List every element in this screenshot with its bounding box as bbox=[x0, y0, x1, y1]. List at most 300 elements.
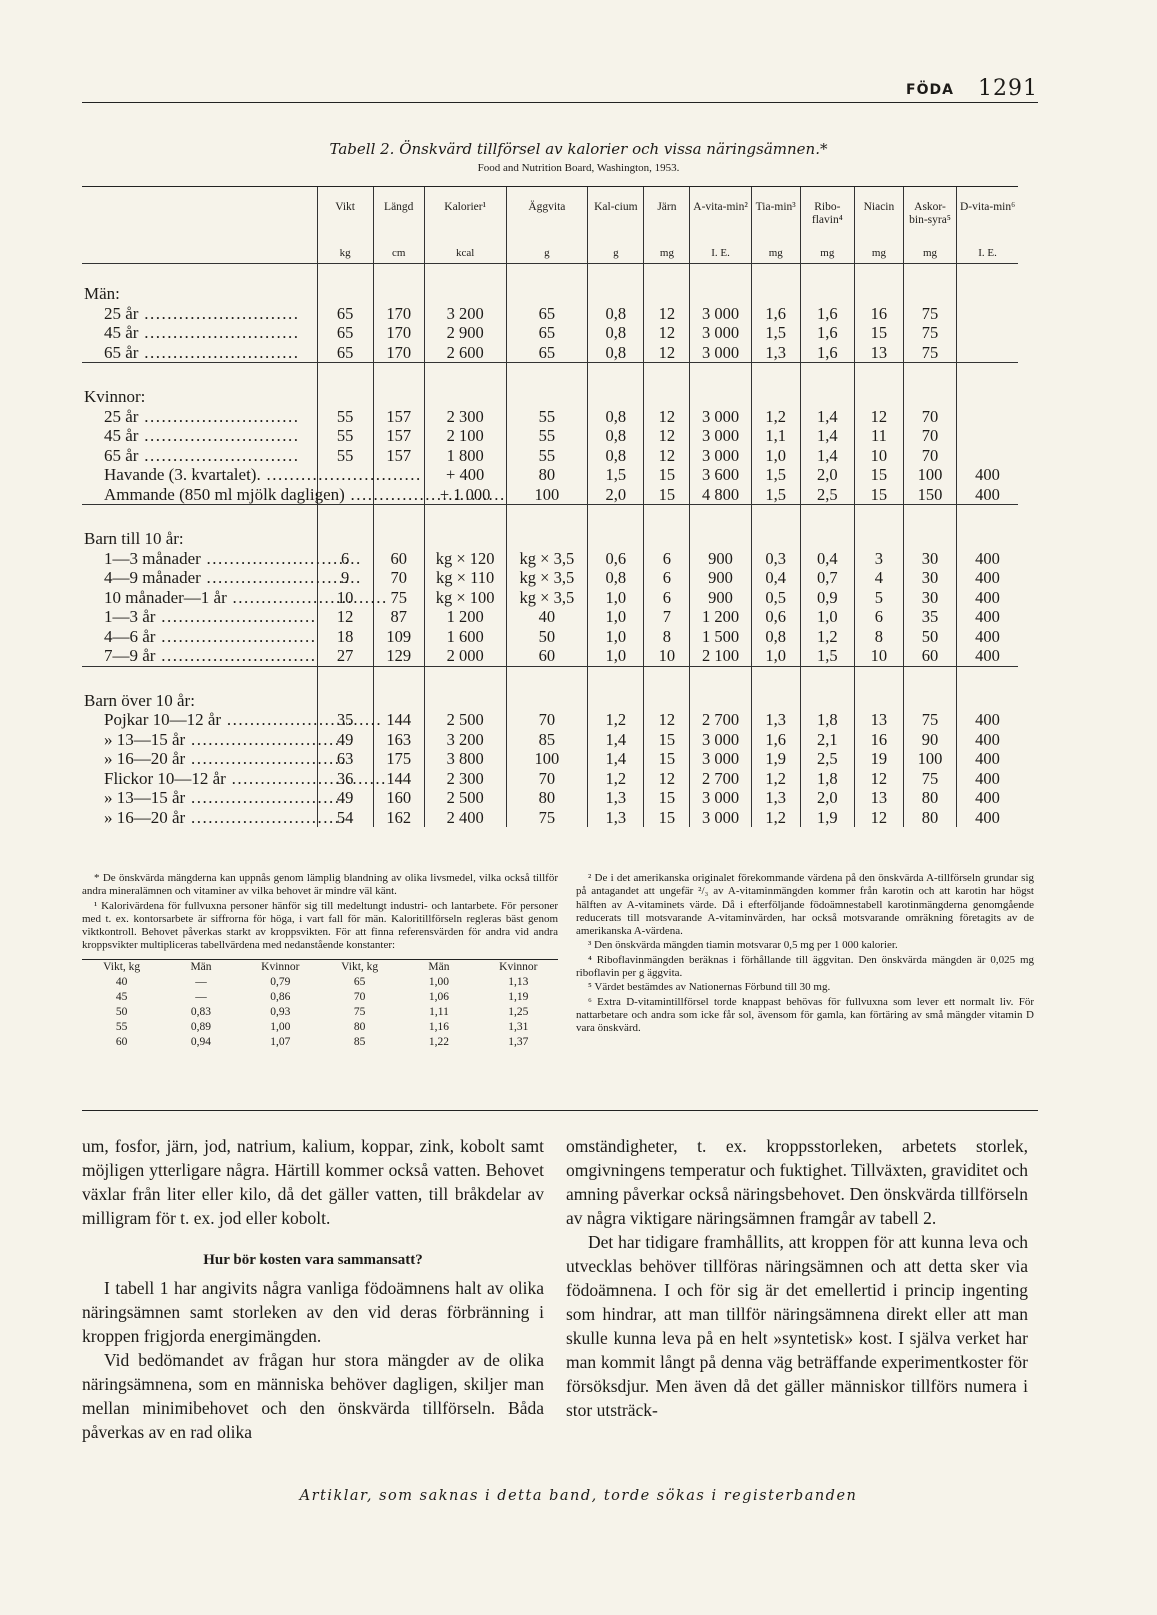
constants-header: Vikt, kg bbox=[82, 959, 161, 975]
table-cell: 3 200 bbox=[424, 304, 506, 324]
table-cell: 6 bbox=[854, 607, 903, 627]
spacer-cell bbox=[644, 505, 690, 524]
constants-table bbox=[82, 959, 558, 1050]
column-unit: g bbox=[588, 243, 644, 264]
constants-cell: 50 bbox=[115, 1005, 128, 1018]
table-cell: 12 bbox=[644, 304, 690, 324]
table-cell: 15 bbox=[854, 465, 903, 485]
row-label: 1—3 månader bbox=[104, 548, 201, 568]
table-cell: 2,0 bbox=[800, 465, 854, 485]
table-cell: 65 bbox=[506, 304, 588, 324]
table-cell: 80 bbox=[506, 788, 588, 808]
spacer-cell bbox=[751, 278, 800, 304]
spacer-cell bbox=[800, 505, 854, 524]
spacer-cell bbox=[506, 278, 588, 304]
column-header: Kalorier¹ bbox=[424, 187, 506, 244]
table-cell: 1,8 bbox=[800, 769, 854, 789]
spacer-cell bbox=[82, 666, 317, 685]
table-cell: 1,6 bbox=[800, 323, 854, 343]
spacer-cell bbox=[644, 264, 690, 279]
table-cell: 1,9 bbox=[751, 749, 800, 769]
table-cell: 0,8 bbox=[588, 446, 644, 466]
spacer-cell bbox=[373, 363, 424, 382]
table-cell: 170 bbox=[373, 343, 424, 363]
table-cell: 12 bbox=[644, 343, 690, 363]
spacer-cell bbox=[800, 278, 854, 304]
spacer-cell bbox=[506, 685, 588, 711]
column-header: A-vita-min² bbox=[690, 187, 751, 244]
table-cell: 1,4 bbox=[800, 407, 854, 427]
group-title: Män: bbox=[84, 284, 120, 303]
table-cell: 1,3 bbox=[588, 788, 644, 808]
table-cell: 1 500 bbox=[690, 627, 751, 647]
table-cell: 75 bbox=[903, 304, 956, 324]
constants-cell: 1,00 bbox=[428, 975, 450, 988]
table-row bbox=[82, 730, 1018, 750]
table-cell: 70 bbox=[903, 446, 956, 466]
spacer-cell bbox=[506, 666, 588, 685]
table-row bbox=[82, 607, 1018, 627]
table-cell: 1,3 bbox=[751, 788, 800, 808]
table-cell: 2,1 bbox=[800, 730, 854, 750]
table-cell: 100 bbox=[506, 485, 588, 505]
spacer-cell bbox=[690, 685, 751, 711]
table-row bbox=[82, 788, 1018, 808]
table-cell: 129 bbox=[373, 646, 424, 666]
table-cell: 10 bbox=[854, 446, 903, 466]
table-cell: 3 200 bbox=[424, 730, 506, 750]
column-unit: mg bbox=[903, 243, 956, 264]
constants-cell: 1,11 bbox=[429, 1005, 449, 1018]
table-cell: 75 bbox=[903, 323, 956, 343]
spacer-cell bbox=[854, 264, 903, 279]
constants-cell: 80 bbox=[353, 1020, 366, 1033]
spacer-cell bbox=[854, 523, 903, 549]
column-header: Vikt bbox=[317, 187, 373, 244]
header-blank bbox=[82, 243, 317, 264]
column-unit: cm bbox=[373, 243, 424, 264]
section-title: FÖDA bbox=[900, 82, 966, 98]
table-row bbox=[82, 749, 1018, 769]
table-cell bbox=[957, 426, 1018, 446]
table-cell: 11 bbox=[854, 426, 903, 446]
table-cell: 12 bbox=[644, 710, 690, 730]
footnote-5: ⁵ Värdet bestämdes av Nationernas Förbund till 30 mg. bbox=[588, 981, 831, 994]
table-cell: 3 bbox=[854, 549, 903, 569]
table-cell: 65 bbox=[317, 304, 373, 324]
spacer-cell bbox=[588, 363, 644, 382]
body-paragraph: omständigheter, t. ex. kroppsstorleken, arbetets storlek, omgivningens temperatur och fuktighet. Tillväxten, graviditet och amning påverkar också näringsbehovet. Den önskvärda tillförseln av några viktigare näringsämnen framgår av tabell 2. bbox=[566, 1136, 1028, 1228]
table-cell: 35 bbox=[317, 710, 373, 730]
group-title: Barn till 10 år: bbox=[84, 529, 184, 548]
table-cell bbox=[957, 343, 1018, 363]
table-cell: 15 bbox=[854, 323, 903, 343]
body-paragraph: Det har tidigare framhållits, att kroppen för att kunna leva och utvecklas behöver tillföras näringsämnen och att detta sker via födoämnena. I och för sig är det emellertid i princip ingenting som hindrar, att man tillför näringsämnena direkt eller att man skulle kunna leva på en helt »syntetisk» kost. I själva verket har man kommit långt på denna väg beträffande experimentkoster för försöksdjur. Men även då det gäller människor tillförs numera i stor utsträck- bbox=[566, 1232, 1028, 1420]
table-cell: 70 bbox=[373, 568, 424, 588]
spacer-cell bbox=[317, 523, 373, 549]
spacer-cell bbox=[903, 363, 956, 382]
table-cell: 175 bbox=[373, 749, 424, 769]
table-cell: + 1 000 bbox=[424, 485, 506, 505]
spacer-cell bbox=[751, 523, 800, 549]
body-column-left bbox=[82, 1134, 544, 1444]
constants-cell: 40 bbox=[115, 975, 128, 988]
footnote-star: * De önskvärda mängderna kan uppnås genom lämplig blandning av olika livsmedel, vilka också tillför andra mineralämnen och vitaminer av vilka behovet är mindre väl känt. bbox=[82, 872, 558, 898]
spacer-cell bbox=[800, 685, 854, 711]
spacer-cell bbox=[957, 666, 1018, 685]
table-cell: 65 bbox=[506, 323, 588, 343]
table-cell: 70 bbox=[506, 710, 588, 730]
footnote-2: ² De i det amerikanska originalet förekommande värdena på den önskvärda A-tillförseln grundar sig på antagandet att ungefär ²/₃ av A-vitaminmängden kommer från karotin och att karotin har högst hälften av A-vitaminets värde. Då i efterföljande födoämnestabell karotinmängderna genomgående reducerats till motsvarande A-vitaminvärden, har också motsvarande omräkning företagits av de amerikanska A-värdena. bbox=[576, 872, 1034, 938]
table-cell: 36 bbox=[317, 769, 373, 789]
table-cell: 1,2 bbox=[800, 627, 854, 647]
table-cell: 400 bbox=[957, 627, 1018, 647]
group-title: Barn över 10 år: bbox=[84, 690, 195, 710]
table-cell: kg × 3,5 bbox=[506, 588, 588, 608]
column-header: Äggvita bbox=[506, 187, 588, 244]
table-cell: 15 bbox=[644, 465, 690, 485]
table-cell: 15 bbox=[854, 485, 903, 505]
constants-cell: 0,83 bbox=[190, 1005, 212, 1018]
spacer-cell bbox=[424, 505, 506, 524]
spacer-cell bbox=[588, 523, 644, 549]
spacer-cell bbox=[903, 523, 956, 549]
table-cell: 1,0 bbox=[751, 446, 800, 466]
table-cell: 0,6 bbox=[751, 607, 800, 627]
constants-cell: 55 bbox=[115, 1020, 128, 1033]
table-cell: 80 bbox=[903, 788, 956, 808]
table-cell: 0,8 bbox=[588, 343, 644, 363]
table-cell: kg × 110 bbox=[424, 568, 506, 588]
spacer-cell bbox=[957, 523, 1018, 549]
table-cell: 3 000 bbox=[690, 323, 751, 343]
table-cell: 6 bbox=[644, 549, 690, 569]
table-cell: 1,0 bbox=[751, 646, 800, 666]
row-label: 7—9 år bbox=[104, 646, 156, 665]
table-cell: 19 bbox=[854, 749, 903, 769]
notes-rule bbox=[82, 1110, 1038, 1111]
table-cell: 75 bbox=[903, 710, 956, 730]
spacer-cell bbox=[800, 381, 854, 407]
spacer-cell bbox=[690, 264, 751, 279]
spacer-cell bbox=[644, 666, 690, 685]
table-cell: 1,3 bbox=[588, 808, 644, 828]
table-cell: kg × 3,5 bbox=[506, 549, 588, 569]
table-row bbox=[82, 769, 1018, 789]
row-label: » 13—15 år bbox=[104, 788, 186, 807]
table-row bbox=[82, 407, 1018, 427]
spacer-cell bbox=[854, 278, 903, 304]
table-row bbox=[82, 627, 1018, 647]
spacer-cell bbox=[751, 666, 800, 685]
table-cell: 1,3 bbox=[751, 710, 800, 730]
column-unit: mg bbox=[854, 243, 903, 264]
table-cell: 157 bbox=[373, 407, 424, 427]
table-cell: 50 bbox=[506, 627, 588, 647]
row-label: Havande (3. kvartalet). bbox=[104, 465, 261, 484]
row-label: 25 år bbox=[104, 303, 139, 323]
spacer-cell bbox=[588, 666, 644, 685]
table-cell: 1,0 bbox=[588, 627, 644, 647]
table-cell: 60 bbox=[903, 646, 956, 666]
table-cell: 162 bbox=[373, 808, 424, 828]
spacer-cell bbox=[588, 264, 644, 279]
constants-row bbox=[82, 990, 558, 1005]
table-cell: 12 bbox=[644, 426, 690, 446]
table-cell: 70 bbox=[903, 407, 956, 427]
spacer-cell bbox=[506, 363, 588, 382]
table-cell: 1,6 bbox=[800, 304, 854, 324]
spacer-cell bbox=[903, 685, 956, 711]
table-cell: 0,4 bbox=[751, 568, 800, 588]
table-cell: 400 bbox=[957, 646, 1018, 666]
table-cell: 1,0 bbox=[588, 588, 644, 608]
column-header: Ribo-flavin⁴ bbox=[800, 187, 854, 244]
table-cell: 2,0 bbox=[588, 485, 644, 505]
table-cell: 3 000 bbox=[690, 304, 751, 324]
table-cell: 1,4 bbox=[588, 730, 644, 750]
table-cell: 170 bbox=[373, 304, 424, 324]
table-cell: 400 bbox=[957, 710, 1018, 730]
table-cell: kg × 3,5 bbox=[506, 568, 588, 588]
row-label: 4—9 månader bbox=[104, 568, 201, 587]
table-cell: 54 bbox=[317, 808, 373, 828]
column-unit: g bbox=[506, 243, 588, 264]
table-source: Food and Nutrition Board, Washington, 1953. bbox=[477, 162, 680, 174]
table-cell: 3 000 bbox=[690, 407, 751, 427]
table-caption: Tabell 2. Önskvärd tillförsel av kalorier och vissa näringsämnen.* bbox=[329, 140, 828, 158]
table-row bbox=[82, 588, 1018, 608]
column-header: D-vita-min⁶ bbox=[957, 187, 1018, 244]
spacer-cell bbox=[751, 363, 800, 382]
footnotes-right bbox=[576, 872, 1034, 1037]
spacer-cell bbox=[506, 505, 588, 524]
table-cell: 144 bbox=[373, 710, 424, 730]
table-cell: 4 800 bbox=[690, 485, 751, 505]
table-cell: 0,6 bbox=[588, 549, 644, 569]
table-cell bbox=[957, 323, 1018, 343]
table-cell: 0,8 bbox=[588, 304, 644, 324]
spacer-cell bbox=[588, 278, 644, 304]
column-header: Kal-cium bbox=[588, 187, 644, 244]
table-cell: 6 bbox=[644, 588, 690, 608]
spacer-cell bbox=[854, 363, 903, 382]
table-cell: 400 bbox=[957, 788, 1018, 808]
table-row bbox=[82, 426, 1018, 446]
spacer-cell bbox=[957, 381, 1018, 407]
constants-row bbox=[82, 1005, 558, 1020]
table-cell: 400 bbox=[957, 549, 1018, 569]
table-cell: 0,7 bbox=[800, 568, 854, 588]
table-cell: 2 700 bbox=[690, 710, 751, 730]
row-label: » 13—15 år bbox=[104, 729, 186, 749]
table-cell: 163 bbox=[373, 730, 424, 750]
column-header: Tia-min³ bbox=[751, 187, 800, 244]
table-cell: 12 bbox=[854, 407, 903, 427]
table-cell: 1,8 bbox=[800, 710, 854, 730]
table-cell bbox=[957, 446, 1018, 466]
table-cell: 400 bbox=[957, 808, 1018, 828]
table-cell: 100 bbox=[903, 749, 956, 769]
row-label: Pojkar 10—12 år bbox=[104, 710, 222, 729]
table-cell: 60 bbox=[373, 549, 424, 569]
table-cell: 2 300 bbox=[424, 769, 506, 789]
table-cell: 60 bbox=[506, 646, 588, 666]
row-label: 45 år bbox=[104, 426, 139, 445]
table-cell: 6 bbox=[644, 568, 690, 588]
spacer-cell bbox=[317, 685, 373, 711]
table-cell: 1,0 bbox=[588, 607, 644, 627]
table-cell: 13 bbox=[854, 710, 903, 730]
table-cell: 65 bbox=[317, 323, 373, 343]
table-row bbox=[82, 323, 1018, 343]
table-cell: 87 bbox=[373, 607, 424, 627]
table-cell: 0,8 bbox=[588, 426, 644, 446]
section-heading: Hur bör kosten vara sammansatt? bbox=[203, 1252, 423, 1268]
footnote-1: ¹ Kalorivärdena för fullvuxna personer hänför sig till medeltungt industri- och lantarbete. För personer med t. ex. kontorsarbete är siffrorna för höga, i vart fall för män. Kaloritillförseln regleras bäst genom viktkontroll. Behovet påverkas starkt av kroppsvikten. För att finna referensvärden för andra vid andra kroppsvikter multipliceras tabellvärdena med nedanstående konstanter: bbox=[82, 899, 558, 952]
table-cell: 157 bbox=[373, 426, 424, 446]
constants-cell: 1,22 bbox=[428, 1035, 450, 1048]
spacer-cell bbox=[644, 363, 690, 382]
table-cell: 400 bbox=[957, 769, 1018, 789]
table-cell: 12 bbox=[644, 323, 690, 343]
row-label: » 16—20 år bbox=[104, 749, 186, 768]
table-cell: 30 bbox=[903, 549, 956, 569]
row-label: 25 år bbox=[104, 406, 139, 426]
spacer-cell bbox=[424, 666, 506, 685]
spacer-cell bbox=[854, 381, 903, 407]
table-cell: 157 bbox=[373, 446, 424, 466]
table-cell: 1,4 bbox=[588, 749, 644, 769]
spacer-cell bbox=[588, 685, 644, 711]
table-cell: kg × 120 bbox=[424, 549, 506, 569]
table-cell: 13 bbox=[854, 343, 903, 363]
table-cell: 400 bbox=[957, 485, 1018, 505]
table-cell: 63 bbox=[317, 749, 373, 769]
table-cell: 400 bbox=[957, 465, 1018, 485]
table-cell: 80 bbox=[903, 808, 956, 828]
constants-cell: 70 bbox=[353, 990, 366, 1003]
column-unit: I. E. bbox=[690, 243, 751, 264]
constants-row bbox=[82, 1035, 558, 1050]
table-cell: 9 bbox=[317, 568, 373, 588]
table-cell: 1,0 bbox=[588, 646, 644, 666]
spacer-cell bbox=[644, 381, 690, 407]
column-unit: mg bbox=[800, 243, 854, 264]
table-cell: 1,6 bbox=[751, 730, 800, 750]
table-cell: 0,4 bbox=[800, 549, 854, 569]
footnotes-left bbox=[82, 872, 558, 1050]
spacer-cell bbox=[690, 363, 751, 382]
constants-cell: 1,25 bbox=[508, 1005, 529, 1018]
table-cell: 35 bbox=[903, 607, 956, 627]
table-cell: 75 bbox=[373, 588, 424, 608]
constants-cell: 1,37 bbox=[508, 1035, 529, 1048]
spacer-cell bbox=[690, 505, 751, 524]
table-cell: 30 bbox=[903, 568, 956, 588]
table-cell bbox=[957, 304, 1018, 324]
table-cell: 40 bbox=[506, 607, 588, 627]
column-header: Längd bbox=[373, 187, 424, 244]
constants-header: Kvinnor bbox=[479, 959, 558, 975]
table-row bbox=[82, 446, 1018, 466]
table-cell: 400 bbox=[957, 607, 1018, 627]
table-cell: 900 bbox=[690, 588, 751, 608]
spacer-cell bbox=[903, 264, 956, 279]
table-cell: 0,9 bbox=[800, 588, 854, 608]
table-cell: 13 bbox=[854, 788, 903, 808]
table-cell: 1,6 bbox=[800, 343, 854, 363]
table-cell: 0,3 bbox=[751, 549, 800, 569]
spacer-cell bbox=[588, 505, 644, 524]
column-header: Niacin bbox=[854, 187, 903, 244]
spacer-cell bbox=[751, 505, 800, 524]
table-cell: 16 bbox=[854, 304, 903, 324]
table-cell: 1,4 bbox=[800, 446, 854, 466]
spacer-cell bbox=[644, 278, 690, 304]
spacer-cell bbox=[317, 666, 373, 685]
spacer-cell bbox=[317, 505, 373, 524]
table-cell: 15 bbox=[644, 788, 690, 808]
table-cell: 1,1 bbox=[751, 426, 800, 446]
table-cell: 6 bbox=[317, 549, 373, 569]
table-cell: 900 bbox=[690, 549, 751, 569]
spacer-cell bbox=[317, 363, 373, 382]
table-cell: 400 bbox=[957, 588, 1018, 608]
spacer-cell bbox=[751, 264, 800, 279]
body-column-right bbox=[566, 1134, 1028, 1422]
spacer-cell bbox=[690, 666, 751, 685]
constants-header: Män bbox=[399, 959, 478, 975]
column-header: Askor-bin-syra⁵ bbox=[903, 187, 956, 244]
table-cell: 3 000 bbox=[690, 426, 751, 446]
table-cell: 80 bbox=[506, 465, 588, 485]
table-cell: 400 bbox=[957, 749, 1018, 769]
table-cell: 1,4 bbox=[800, 426, 854, 446]
row-label: Flickor 10—12 år bbox=[104, 768, 226, 788]
table-cell: 109 bbox=[373, 627, 424, 647]
table-cell: 3 000 bbox=[690, 730, 751, 750]
constants-header: Kvinnor bbox=[241, 959, 320, 975]
table-cell: 1,2 bbox=[751, 808, 800, 828]
table-cell: 1,5 bbox=[751, 323, 800, 343]
spacer-cell bbox=[957, 685, 1018, 711]
table-cell: 70 bbox=[903, 426, 956, 446]
table-cell: 2,5 bbox=[800, 749, 854, 769]
table-row bbox=[82, 485, 1018, 505]
table-cell: 27 bbox=[317, 646, 373, 666]
table-cell: 8 bbox=[854, 627, 903, 647]
table-cell: 15 bbox=[644, 485, 690, 505]
table-cell: 12 bbox=[317, 607, 373, 627]
table-cell: 3 000 bbox=[690, 343, 751, 363]
table-cell: 2 900 bbox=[424, 323, 506, 343]
table-cell: 2 100 bbox=[690, 646, 751, 666]
table-cell: 75 bbox=[903, 769, 956, 789]
spacer-cell bbox=[690, 523, 751, 549]
constants-cell: 60 bbox=[115, 1035, 128, 1048]
constants-cell: 1,31 bbox=[508, 1020, 529, 1033]
spacer-cell bbox=[800, 264, 854, 279]
constants-cell: 0,86 bbox=[270, 990, 291, 1003]
table-cell: 55 bbox=[317, 407, 373, 427]
header-rule bbox=[82, 102, 1038, 103]
table-cell: 7 bbox=[644, 607, 690, 627]
table-cell: 55 bbox=[317, 446, 373, 466]
table-cell: 2 500 bbox=[424, 710, 506, 730]
table-row bbox=[82, 646, 1018, 666]
table-cell: 2 500 bbox=[424, 788, 506, 808]
